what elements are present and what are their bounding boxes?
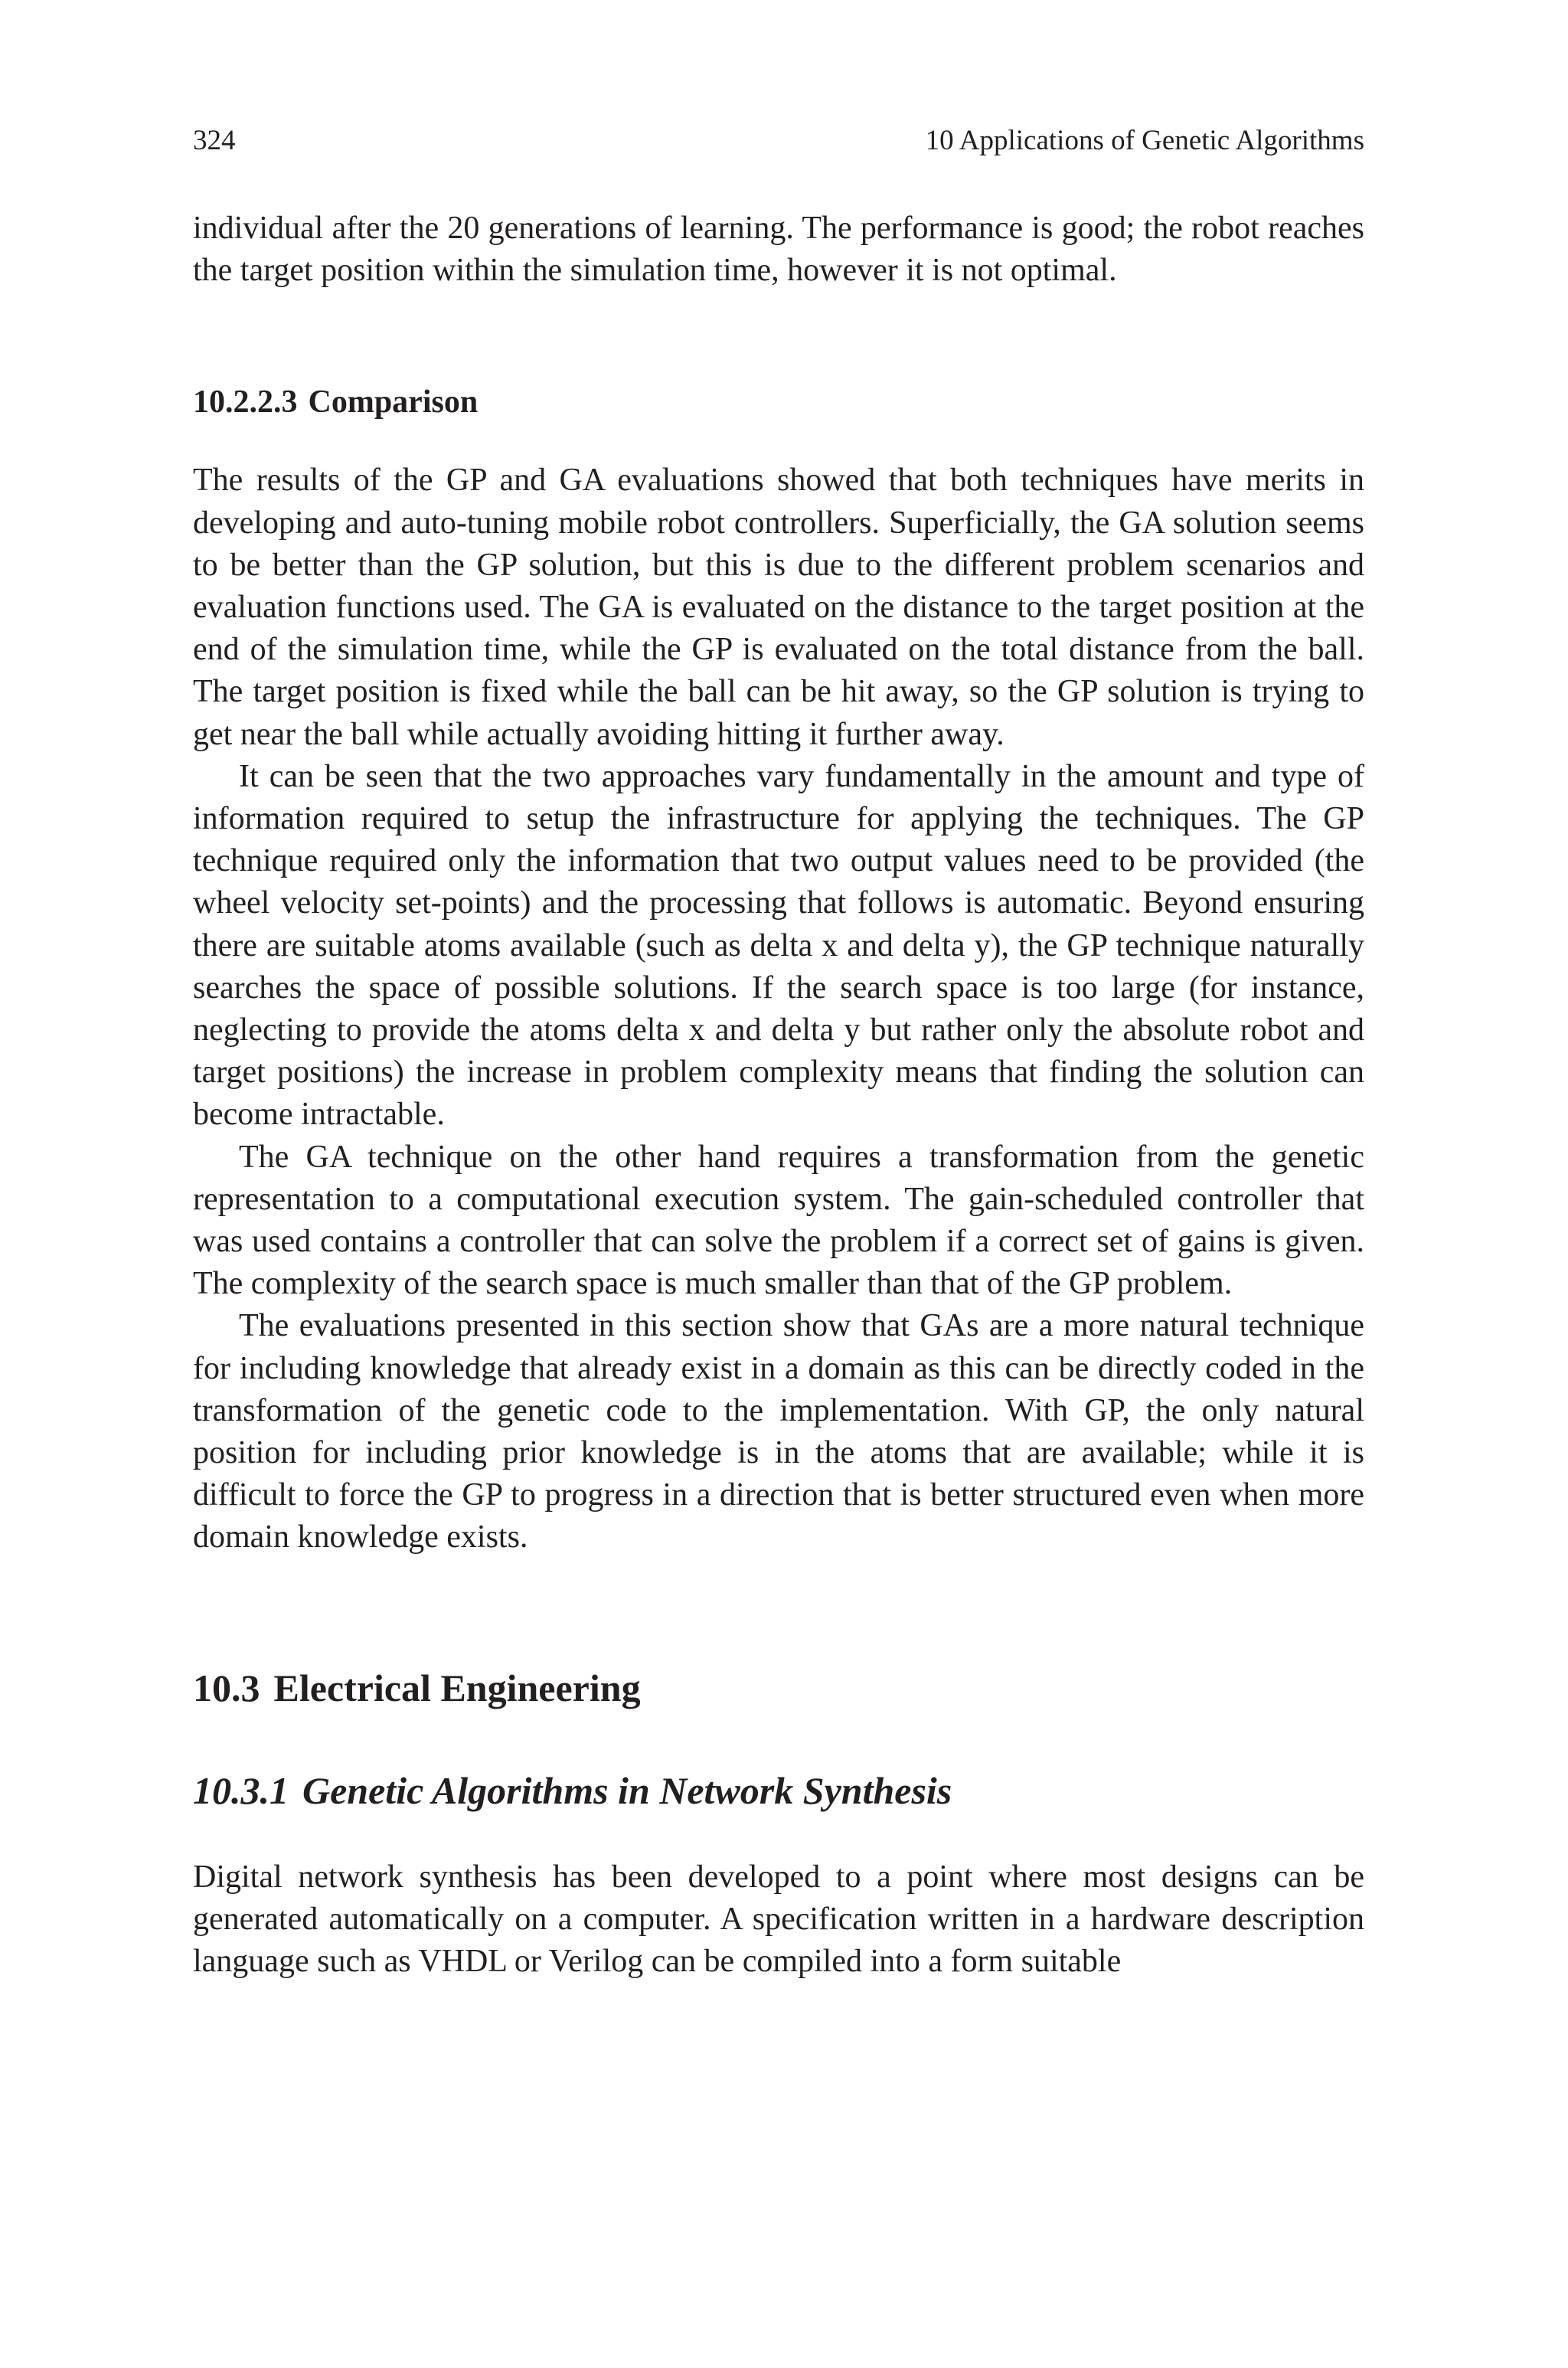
paragraph: The results of the GP and GA evaluations showed that both techniques have merits in developing and auto-tuning mobile robot controllers. Superficially, the GA solution seems to be better than the GP solution, but this is due to the different problem scenarios and evaluation functions used. The GA is evaluated on the distance to the target position at the end of the simulation time, while the GP is evaluated on the total distance from the ball. The target position is fixed while the ball can be hit away, so the GP solution is trying to get near the ball while actually avoiding hitting it further away.: [193, 463, 1364, 752]
book-page: [193, 123, 1364, 1983]
subsection-heading: [193, 1766, 1364, 1815]
subsection-number: 10.3.1: [193, 1768, 289, 1812]
comparison-body: [193, 460, 1364, 1558]
continuation-paragraph: individual after the 20 generations of learning. The performance is good; the robot reaches the target position within the simulation time, however it is not optimal.: [193, 211, 1364, 289]
paragraph: Digital network synthesis has been developed to a point where most designs can be generated automatically on a computer. A specification written in a hardware description language such as VHDL or Verilog can be compiled into a form suitable: [193, 1859, 1364, 1980]
subsection-title: Genetic Algorithms in Network Synthesis: [302, 1768, 952, 1812]
section-heading: [193, 1663, 1364, 1712]
running-head: [193, 123, 1364, 159]
subsubsection-title: Comparison: [308, 384, 479, 420]
section-title: Electrical Engineering: [273, 1666, 641, 1709]
paragraph: It can be seen that the two approaches vary fundamentally in the amount and type of information required to setup the infrastructure for applying the techniques. The GP technique required only the information that two output values need to be provided (the wheel velocity set-points) and the processing that follows is automatic. Beyond ensuring there are suitable atoms available (such as delta x and delta y), the GP technique naturally searches the space of possible solutions. If the search space is too large (for instance, neglecting to provide the atoms delta x and delta y but rather only the absolute robot and target positions) the increase in problem complexity means that finding the solution can become intractable.: [193, 758, 1364, 1133]
chapter-title: 10 Applications of Genetic Algorithms: [925, 125, 1364, 156]
paragraph: The GA technique on the other hand requires a transformation from the genetic representation to a computational execution system. The gain-scheduled controller that was used contains a controller that can solve the problem if a correct set of gains is given. The complexity of the search space is much smaller than that of the GP problem.: [193, 1139, 1364, 1302]
section-number: 10.3: [193, 1666, 260, 1709]
page-number: 324: [193, 125, 236, 156]
paragraph: The evaluations presented in this section show that GAs are a more natural technique for including knowledge that already exist in a domain as this can be directly coded in the transformation of the genetic code to the implementation. With GP, the only natural position for including prior knowledge is in the atoms that are available; while it is difficult to force the GP to progress in a direction that is better structured even when more domain knowledge exists.: [193, 1308, 1364, 1555]
subsubsection-number: 10.2.2.3: [193, 384, 298, 420]
subsubsection-heading: [193, 381, 1364, 424]
network-synthesis-body: [193, 1856, 1364, 1984]
